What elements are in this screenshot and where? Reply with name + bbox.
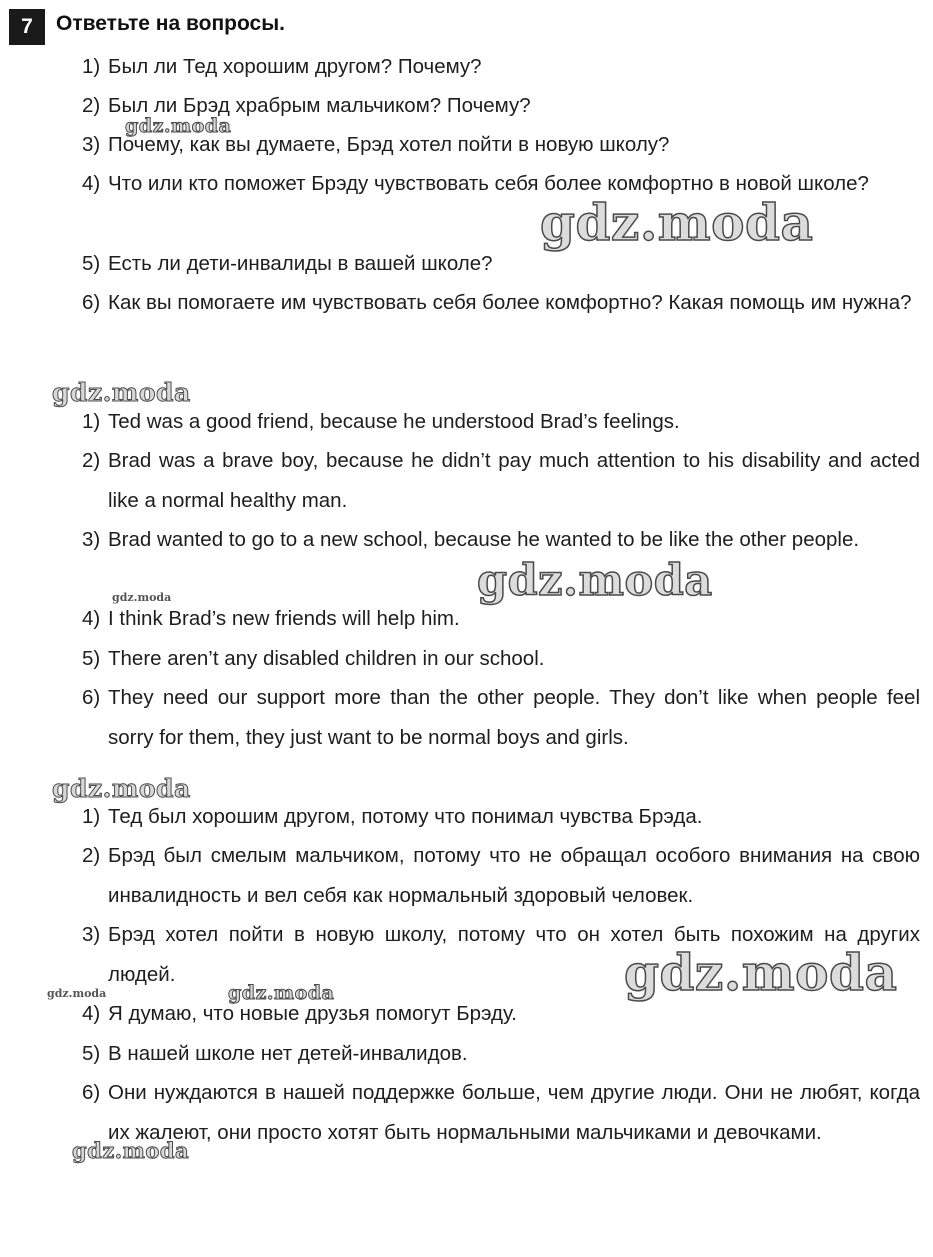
question-number: 5) [82, 252, 101, 275]
question-number: 4) [82, 172, 101, 195]
watermark: gdz.moda [52, 774, 191, 803]
watermark: gdz.moda [52, 378, 191, 407]
answer-text: There aren’t any disabled children in our school. [108, 647, 545, 670]
task-title: Ответьте на вопросы. [56, 12, 285, 35]
question-number: 3) [82, 133, 101, 156]
answer-text: Они нуждаются в нашей поддержке больше, чем другие люди. Они не любят, когда их жалеют, они просто хотят быть нормальными мальчиками и девочками. [108, 1081, 920, 1144]
task-number-badge: 7 [9, 9, 45, 45]
answer-en-1 [82, 402, 920, 442]
answer-text: Я думаю, что новые друзья помогут Брэду. [108, 1002, 517, 1025]
answer-text: Brad was a brave boy, because he didn’t pay much attention to his disability and acted like a normal healthy man. [108, 449, 920, 512]
answer-number: 6) [82, 686, 101, 709]
answer-text: Тед был хорошим другом, потому что понимал чувства Брэда. [108, 805, 703, 828]
watermark: gdz.moda [47, 987, 107, 1000]
watermark: gdz.moda [72, 1138, 190, 1163]
answer-text: Brad wanted to go to a new school, because he wanted to be like the other people. [108, 528, 860, 551]
answer-number: 3) [82, 528, 101, 551]
question-number: 6) [82, 291, 101, 314]
question-text: Как вы помогаете им чувствовать себя более комфортно? Какая помощь им нужна? [108, 291, 912, 314]
answer-en-6 [82, 678, 920, 757]
watermark: gdz.moda [228, 982, 335, 1004]
question-6 [82, 283, 920, 323]
answer-number: 4) [82, 607, 101, 630]
answer-text: I think Brad’s new friends will help him. [108, 607, 460, 630]
answer-ru-1 [82, 797, 920, 837]
answer-en-2 [82, 441, 920, 520]
answer-number: 5) [82, 1042, 101, 1065]
answer-text: В нашей школе нет детей-инвалидов. [108, 1042, 468, 1065]
answer-number: 3) [82, 923, 101, 946]
answer-number: 6) [82, 1081, 101, 1104]
answer-number: 2) [82, 844, 101, 867]
answer-text: Брэд был смелым мальчиком, потому что не обращал особого внимания на свою инвалидность и вел себя как нормальный здоровый человек. [108, 844, 920, 907]
watermark: gdz.moda [112, 591, 172, 604]
answer-number: 1) [82, 805, 101, 828]
answer-en-5 [82, 639, 920, 679]
question-text: Почему, как вы думаете, Брэд хотел пойти в новую школу? [108, 133, 670, 156]
watermark: gdz.moda [540, 193, 814, 252]
question-text: Был ли Брэд храбрым мальчиком? Почему? [108, 94, 531, 117]
watermark: gdz.moda [477, 556, 713, 606]
answer-ru-2 [82, 836, 920, 915]
answer-number: 1) [82, 410, 101, 433]
answer-number: 5) [82, 647, 101, 670]
answer-text: Ted was a good friend, because he understood Brad’s feelings. [108, 410, 680, 433]
watermark: gdz.moda [624, 943, 898, 1002]
question-text: Есть ли дети-инвалиды в вашей школе? [108, 252, 493, 275]
answer-text: They need our support more than the other people. They don’t like when people feel sorry for them, they just want to be normal boys and girls. [108, 686, 920, 749]
answer-en-3 [82, 520, 920, 560]
question-text: Что или кто поможет Брэду чувствовать себя более комфортно в новой школе? [108, 172, 869, 195]
watermark: gdz.moda [125, 115, 232, 137]
answer-ru-5 [82, 1034, 920, 1074]
answer-number: 4) [82, 1002, 101, 1025]
answer-text: Брэд хотел пойти в новую школу, потому что он хотел быть похожим на других людей. [108, 923, 920, 986]
answer-number: 2) [82, 449, 101, 472]
question-number: 2) [82, 94, 101, 117]
question-1 [82, 47, 920, 87]
question-text: Был ли Тед хорошим другом? Почему? [108, 55, 482, 78]
answer-ru-6 [82, 1073, 920, 1152]
question-number: 1) [82, 55, 101, 78]
